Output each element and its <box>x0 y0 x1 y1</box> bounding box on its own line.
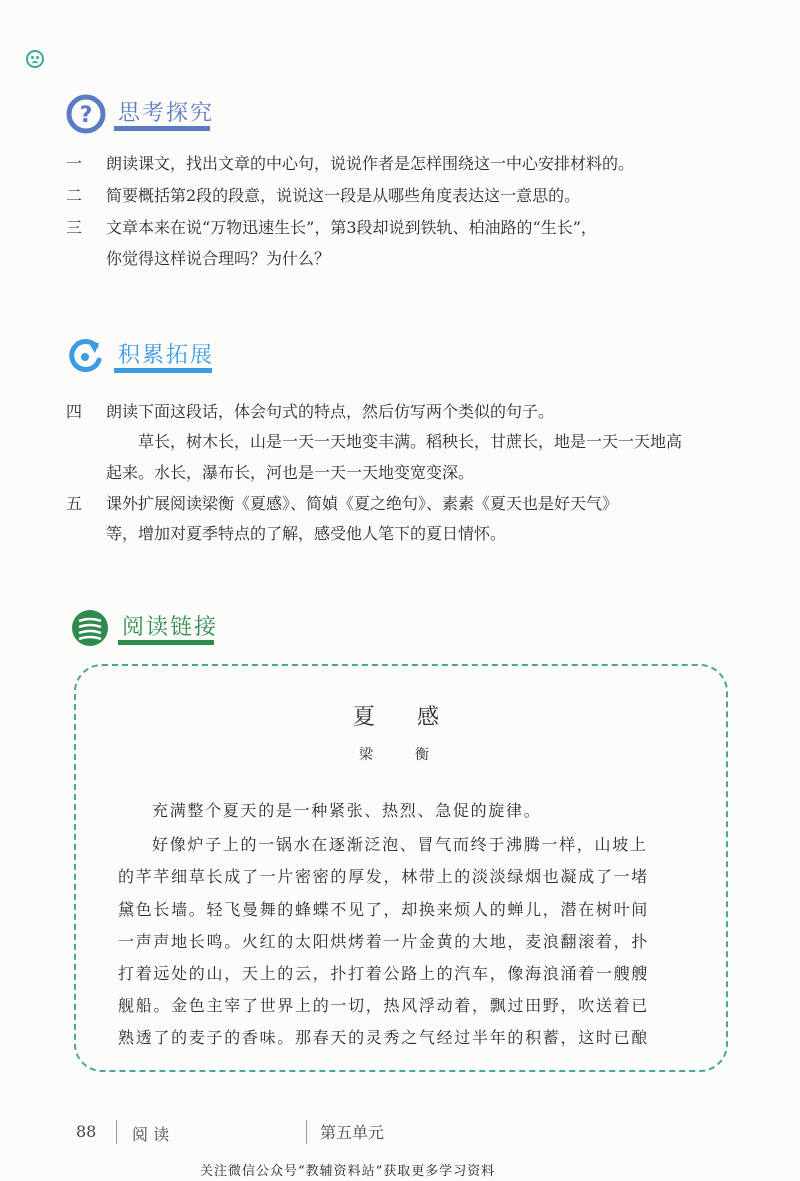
paragraph-line: 黛色长墙。轻飞曼舞的蜂蝶不见了，却换来烦人的蝉儿，潜在树叶间 <box>118 900 650 919</box>
page-number: 88 <box>76 1122 97 1141</box>
article-title: 夏 感 <box>352 705 449 730</box>
question-text: 朗读课文，找出文章的中心句，说说作者是怎样围绕这一中心安排材料的。 <box>106 154 635 173</box>
paragraph-line: 打着远处的山，天上的云，扑打着公路上的汽车，像海浪涌着一艘艘 <box>118 964 650 983</box>
question-text: 课外扩展阅读梁衡《夏感》、简媜《夏之绝句》、素素《夏天也是好天气》 <box>106 494 619 513</box>
question-text: 简要概括第2段的段意，说说这一段是从哪些角度表达这一意思的。 <box>106 186 581 205</box>
paragraph-line: 舰船。金色主宰了世界上的一切，热风浮动着，飘过田野，吹送着已 <box>118 996 650 1015</box>
book-icon <box>70 608 110 648</box>
section-expand-title: 积累拓展 <box>118 343 215 368</box>
svg-text:?: ? <box>79 103 93 128</box>
question-3 <box>66 214 766 242</box>
question-number: 五 <box>66 494 83 513</box>
question-5 <box>66 490 766 518</box>
question-5-continued: 等，增加对夏季特点的了解，感受他人笔下的夏日情怀。 <box>106 524 507 543</box>
section-reading-underline <box>118 640 214 645</box>
section-expand-header <box>66 336 266 384</box>
question-3-continued: 你觉得这样说合理吗？为什么？ <box>106 249 331 268</box>
question-2 <box>66 182 766 210</box>
paragraph-line: 熟透了的麦子的香味。那春天的灵秀之气经过半年的积蓄，这时已酿 <box>118 1028 650 1047</box>
section-expand-underline <box>114 368 212 373</box>
question-number: 四 <box>66 402 83 421</box>
quote-line-1: 草长，树木长，山是一天一天地变丰满。稻秧长，甘蔗长，地是一天一天地高 <box>138 432 683 451</box>
article-author: 梁 衡 <box>359 747 443 763</box>
footer-divider <box>306 1120 307 1144</box>
corner-face-icon <box>26 50 44 68</box>
section-think-header <box>66 94 266 142</box>
paragraph-line: 充满整个夏天的是一种紧张、热烈、急促的旋律。 <box>152 801 542 820</box>
question-number: 一 <box>66 154 83 173</box>
question-1 <box>66 150 766 178</box>
question-text: 文章本来在说“万物迅速生长”，第3段却说到铁轨、柏油路的“生长”， <box>106 218 597 237</box>
footer-divider <box>116 1120 117 1144</box>
question-text: 朗读下面这段话，体会句式的特点，然后仿写两个类似的句子。 <box>106 402 555 421</box>
question-number: 二 <box>66 186 83 205</box>
paragraph-line: 一声声地长鸣。火红的太阳烘烤着一片金黄的大地，麦浪翻滚着，扑 <box>118 932 650 951</box>
question-mark-icon <box>66 94 106 134</box>
footer-section-label: 阅 读 <box>132 1125 170 1144</box>
refresh-arrow-icon <box>66 336 106 376</box>
paragraph-line: 的芊芊细草长成了一片密密的厚发，林带上的淡淡绿烟也凝成了一堵 <box>118 867 650 886</box>
section-think-underline <box>114 126 210 131</box>
section-reading-title: 阅读链接 <box>122 615 219 640</box>
paragraph-line: 好像炉子上的一锅水在逐渐泛泡、冒气而终于沸腾一样，山坡上 <box>152 835 648 854</box>
quote-line-2: 起来。水长，瀑布长，河也是一天一天地变宽变深。 <box>106 463 475 482</box>
section-reading-header <box>70 608 270 656</box>
question-4 <box>66 398 766 426</box>
question-number: 三 <box>66 218 83 237</box>
footer-unit-label: 第五单元 <box>320 1123 385 1142</box>
watermark-text: 关注微信公众号“教辅资料站”获取更多学习资料 <box>200 1164 496 1179</box>
section-think-title: 思考探究 <box>118 101 215 126</box>
